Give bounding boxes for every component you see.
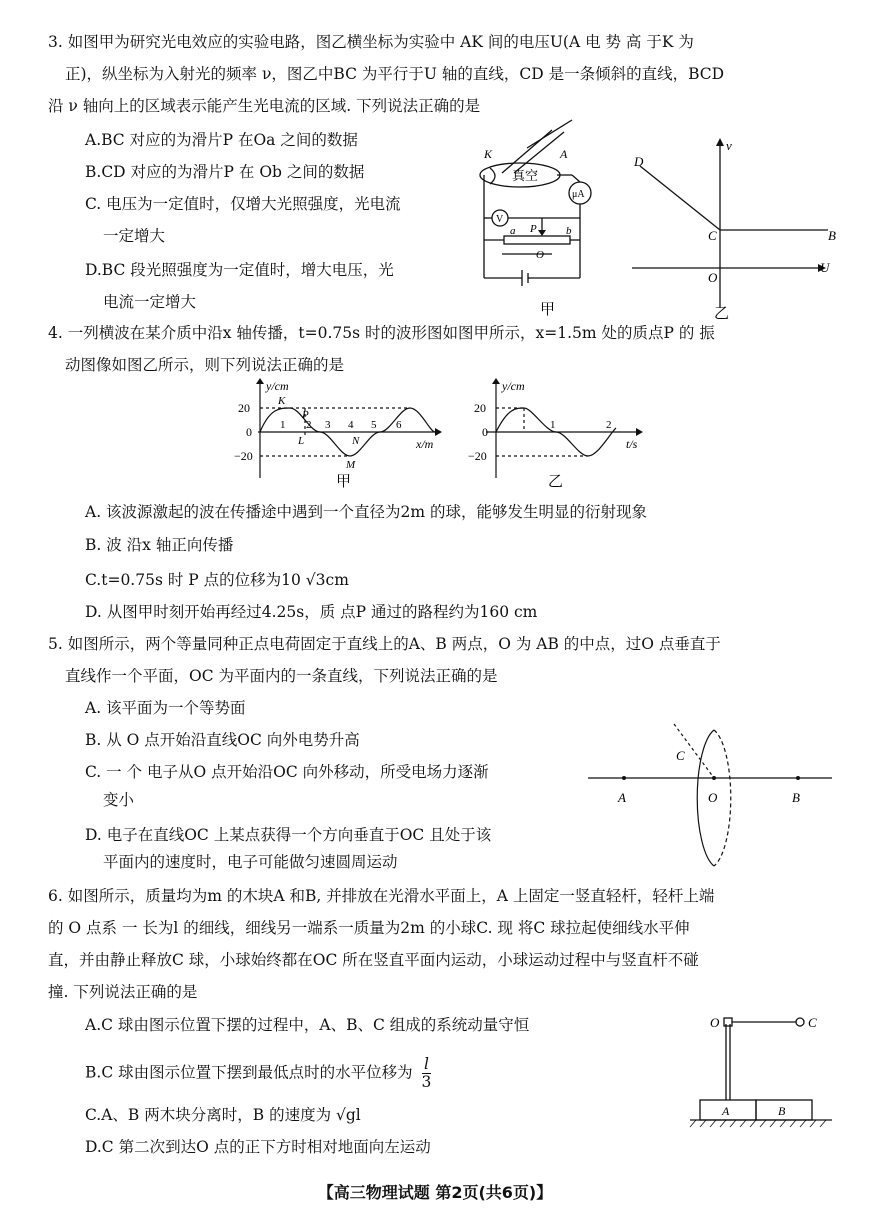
q6-option-c: C.A、B 两木块分离时，B 的速度为 √gl bbox=[85, 1106, 361, 1124]
label-n: N bbox=[352, 435, 360, 447]
q5-stem-line2: 直线作一个平面，OC 为平面内的一条直线，下列说法正确的是 bbox=[65, 667, 498, 685]
rheostat bbox=[504, 236, 570, 244]
q6-stem-line2: 的 O 点系 一 长为l 的细线，细线另一端系一质量为2m 的小球C. 现 将C 球拉起使细线水平伸 bbox=[48, 919, 690, 937]
q3-graph-figure bbox=[628, 138, 838, 324]
tick-x4: 4 bbox=[348, 419, 354, 431]
tick-0: 0 bbox=[482, 425, 488, 439]
label-vacuum: 真空 bbox=[512, 168, 539, 183]
q3-fig1-caption: 甲 bbox=[540, 302, 556, 318]
fraction-denominator: 3 bbox=[421, 1073, 432, 1092]
label-ua: μA bbox=[572, 189, 585, 200]
tick-t2: 2 bbox=[606, 419, 612, 431]
label-k: K bbox=[278, 395, 286, 407]
light-ray-2 bbox=[514, 132, 564, 173]
label-o: O bbox=[708, 790, 718, 805]
label-k: K bbox=[484, 147, 493, 161]
label-a: A bbox=[560, 147, 568, 161]
q3-stem-line2: 正)，纵坐标为入射光的频率 ν，图乙中BC 为平行于U 轴的直线，CD 是一条倾斜的直线，BCD bbox=[65, 65, 725, 83]
q3-circuit-figure bbox=[462, 118, 622, 328]
q3-stem-line1: 3. 如图甲为研究光电效应的实验电路，图乙横坐标为实验中 AK 间的电压U(A 电 势 高 于K 为 bbox=[48, 33, 694, 51]
q4-stem-line2: 动图像如图乙所示，则下列说法正确的是 bbox=[65, 356, 345, 374]
ball-c bbox=[796, 1018, 804, 1026]
q6-option-a: A.C 球由图示位置下摆的过程中，A、B、C 组成的系统动量守恒 bbox=[85, 1016, 530, 1034]
tick-x2: 2 bbox=[306, 419, 312, 431]
q4-option-d: D. 从图甲时刻开始再经过4.25s，质 点P 通过的路程约为160 cm bbox=[85, 603, 538, 621]
label-a: A bbox=[618, 790, 626, 805]
label-b: B bbox=[792, 790, 800, 805]
q6-option-b-text: B.C 球由图示位置下摆到最低点时的水平位移为 bbox=[85, 1063, 413, 1082]
fraction-numerator: l bbox=[422, 1056, 432, 1074]
q4-fig2-caption: 乙 bbox=[548, 474, 564, 490]
q3-option-d: D.BC 段光照强度为一定值时，增大电压，光 bbox=[85, 261, 394, 279]
label-c: C bbox=[808, 1015, 817, 1030]
q5-option-c: C. 一 个 电子从O 点开始沿OC 向外移动，所受电场力逐渐 bbox=[85, 763, 489, 781]
label-l: L bbox=[298, 435, 305, 447]
tick-x6: 6 bbox=[396, 419, 402, 431]
q4-wave-figure bbox=[230, 378, 450, 490]
q6-stem-line4: 撞. 下列说法正确的是 bbox=[48, 983, 198, 1001]
q5-option-a: A. 该平面为一个等势面 bbox=[85, 699, 246, 717]
label-o: O bbox=[710, 1015, 720, 1030]
q6-option-d: D.C 第二次到达O 点的正下方时相对地面向左运动 bbox=[85, 1138, 431, 1156]
ylabel: y/cm bbox=[266, 379, 289, 393]
q6-option-b-fraction bbox=[422, 1056, 432, 1091]
q4-fig1-caption: 甲 bbox=[336, 474, 352, 490]
pivot-o bbox=[724, 1018, 732, 1026]
label-c: C bbox=[708, 228, 717, 243]
label-u: U bbox=[820, 260, 830, 275]
page-footer: 【高三物理试题 第2页(共6页)】 bbox=[317, 1183, 553, 1202]
q4-stem-line1: 4. 一列横波在某介质中沿x 轴传播，t=0.75s 时的波形图如图甲所示，x=1.5m 处的质点P 的 振 bbox=[48, 324, 715, 342]
label-b: B bbox=[778, 1104, 786, 1118]
tick-x1: 1 bbox=[280, 419, 286, 431]
q5-option-c-cont: 变小 bbox=[103, 791, 135, 809]
xlabel: x/m bbox=[416, 437, 434, 451]
q3-option-b: B.CD 对应的为滑片P 在 Ob 之间的数据 bbox=[85, 163, 365, 181]
q5-option-d-cont: 平面内的速度时，电子可能做匀速圆周运动 bbox=[103, 853, 398, 871]
point-o bbox=[712, 776, 716, 780]
tick-0: 0 bbox=[246, 425, 252, 439]
label-m: M bbox=[346, 459, 356, 471]
label-a-end: a bbox=[510, 225, 516, 237]
tick-20: 20 bbox=[474, 401, 486, 415]
q3-option-c-cont: 一定增大 bbox=[103, 227, 166, 245]
q5-charges-figure bbox=[588, 720, 834, 876]
q5-option-b: B. 从 O 点开始沿直线OC 向外电势升高 bbox=[85, 731, 360, 749]
q4-option-c: C.t=0.75s 时 P 点的位移为10 √3cm bbox=[85, 571, 349, 589]
q5-stem-line1: 5. 如图所示，两个等量同种正点电荷固定于直线上的A、B 两点，O 为 AB 的中点，过O 点垂直于 bbox=[48, 635, 721, 653]
q5-option-d: D. 电子在直线OC 上某点获得一个方向垂直于OC 且处于该 bbox=[85, 826, 492, 844]
line-cd bbox=[640, 166, 720, 230]
tick-t1: 1 bbox=[550, 419, 556, 431]
label-p: P bbox=[302, 409, 309, 421]
q4-vibration-figure bbox=[456, 378, 652, 490]
charge-a bbox=[622, 776, 626, 780]
q6-stem-line1: 6. 如图所示，质量均为m 的木块A 和B, 并排放在光滑水平面上，A 上固定一竖直轻杆，轻杆上端 bbox=[48, 887, 715, 905]
q6-option-b bbox=[85, 1056, 431, 1091]
q6-stem-line3: 直，并由静止释放C 球，小球始终都在OC 所在竖直平面内运动，小球运动过程中与竖直杆不碰 bbox=[48, 951, 699, 969]
tick-x3: 3 bbox=[325, 419, 331, 431]
label-o: O bbox=[536, 249, 544, 261]
label-b: B bbox=[828, 228, 836, 243]
label-b-end: b bbox=[566, 225, 572, 237]
q3-option-a: A.BC 对应的为滑片P 在Oa 之间的数据 bbox=[85, 131, 358, 149]
label-d: D bbox=[634, 154, 644, 169]
label-c: C bbox=[676, 748, 685, 763]
q3-option-d-cont: 电流一定增大 bbox=[103, 293, 197, 311]
q3-stem-line3: 沿 ν 轴向上的区域表示能产生光电流的区域. 下列说法正确的是 bbox=[48, 97, 481, 115]
q6-pendulum-figure bbox=[686, 1008, 836, 1134]
q3-fig2-caption: 乙 bbox=[714, 306, 730, 322]
tick-minus20: −20 bbox=[468, 449, 487, 463]
label-o: O bbox=[708, 270, 718, 285]
q4-option-a: A. 该波源激起的波在传播途中遇到一个直径为2m 的球，能够发生明显的衍射现象 bbox=[85, 503, 648, 521]
tick-20: 20 bbox=[238, 401, 250, 415]
q3-option-c: C. 电压为一定值时，仅增大光照强度，光电流 bbox=[85, 195, 401, 213]
label-a: A bbox=[722, 1104, 730, 1118]
ylabel: y/cm bbox=[502, 379, 525, 393]
xlabel: t/s bbox=[626, 437, 638, 451]
label-v: V bbox=[496, 214, 504, 225]
tick-x5: 5 bbox=[371, 419, 377, 431]
charge-b bbox=[796, 776, 800, 780]
label-p: P bbox=[530, 223, 537, 235]
q4-option-b: B. 波 沿x 轴正向传播 bbox=[85, 536, 234, 554]
label-nu: ν bbox=[726, 138, 732, 153]
tick-minus20: −20 bbox=[234, 449, 253, 463]
